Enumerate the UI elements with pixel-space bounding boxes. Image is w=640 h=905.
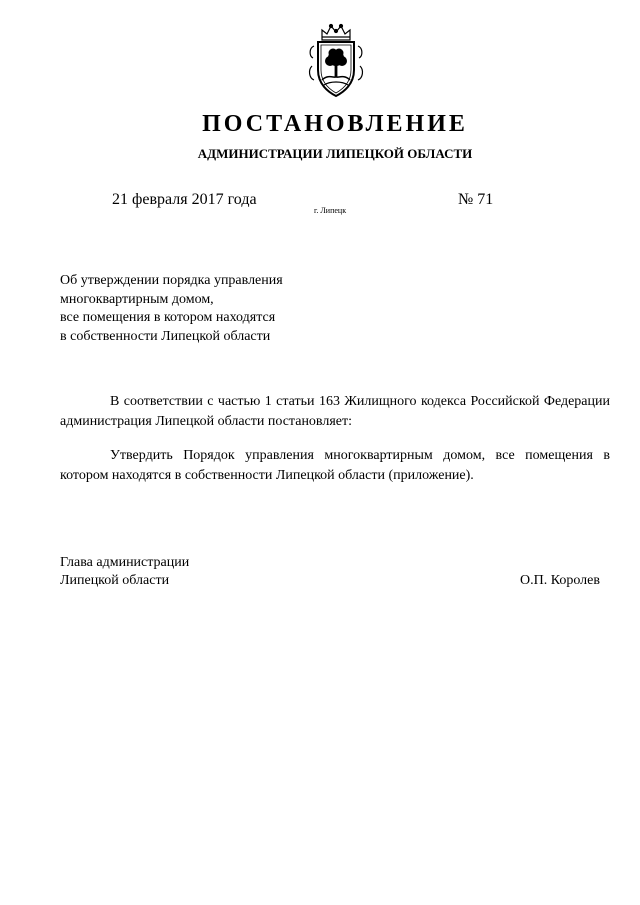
subject-line: Об утверждении порядка управления <box>60 273 283 288</box>
document-city: г. Липецк <box>314 206 347 215</box>
subject-line: в собственности Липецкой области <box>60 328 271 344</box>
signatory-position <box>60 554 189 590</box>
coat-of-arms-icon <box>306 22 366 98</box>
subject-line: многоквартирным домом, <box>60 291 214 307</box>
signatory-position-line: Глава администрации <box>60 555 190 570</box>
signatory-name: О.П. Королев <box>520 573 600 588</box>
body-paragraph: В соответствии с частью 1 статьи 163 Жилищного кодекса Российской Федерации администрация Липецкой области постановляет: <box>60 394 610 429</box>
document-date: 21 февраля 2017 года <box>112 191 257 208</box>
issuing-authority: АДМИНИСТРАЦИИ ЛИПЕЦКОЙ ОБЛАСТИ <box>197 146 473 161</box>
document-subject <box>60 272 283 346</box>
document-title: ПОСТАНОВЛЕНИЕ <box>202 111 468 137</box>
signatory-position-line: Липецкой области <box>60 573 170 588</box>
subject-line: все помещения в котором находятся <box>60 310 276 325</box>
body-paragraph: Утвердить Порядок управления многоквартирным домом, все помещения в котором находятся в собственности Липецкой области (приложение). <box>60 448 610 483</box>
document-number: № 71 <box>458 191 494 208</box>
